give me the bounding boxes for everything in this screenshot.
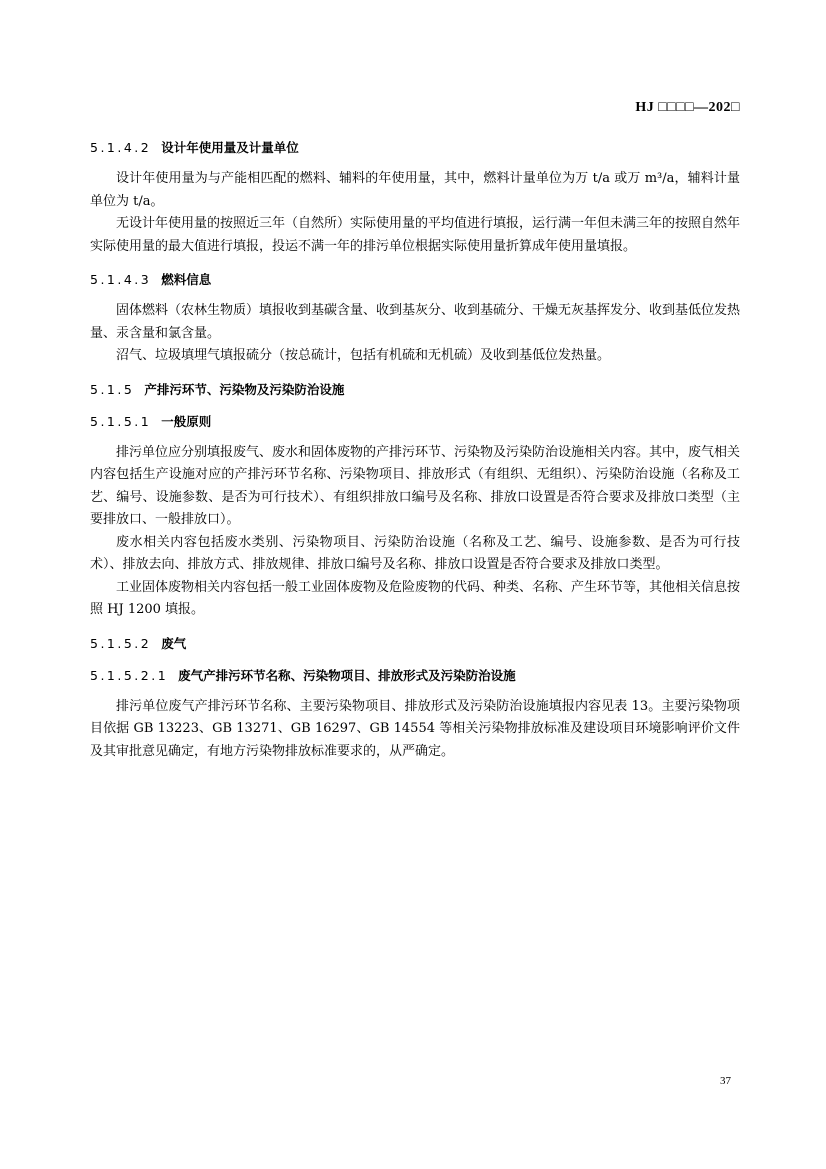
heading-title: 一般原则	[161, 413, 212, 429]
heading-title: 设计年使用量及计量单位	[161, 140, 299, 155]
document-body	[90, 138, 740, 763]
heading-title: 产排污环节、污染物及污染防治设施	[144, 381, 345, 397]
heading-title: 燃料信息	[161, 272, 212, 287]
heading-number: 5.1.5.1	[90, 413, 152, 429]
heading-title: 废气	[161, 635, 187, 651]
paragraph: 排污单位废气产排污环节名称、主要污染物项目、排放形式及污染防治设施填报内容见表 13。主要污染物项目依据 GB 13223、GB 13271、GB 16297、GB 14554 等相关污染物排放标准及建设项目环境影响评价文件及其审批意见确定，有地方污染物排放标准要求的，从严确定。	[90, 698, 740, 759]
paragraph: 工业固体废物相关内容包括一般工业固体废物及危险废物的代码、种类、名称、产生环节等，其他相关信息按照 HJ 1200 填报。	[90, 579, 741, 617]
heading-5-1-5-1	[90, 412, 740, 432]
document-code-header: HJ □□□□—202□	[635, 100, 740, 115]
paragraph: 设计年使用量为与产能相匹配的燃料、辅料的年使用量，其中，燃料计量单位为万 t/a 或万 m³/a，辅料计量单位为 t/a。	[90, 171, 740, 209]
paragraph: 无设计年使用量的按照近三年（自然所）实际使用量的平均值进行填报，运行满一年但未满三年的按照自然年实际使用量的最大值进行填报，投运不满一年的排污单位根据实际使用量折算成年使用量填报。	[90, 216, 741, 254]
heading-number: 5.1.5	[90, 381, 135, 397]
page-number: 37	[720, 1075, 731, 1087]
heading-5-1-5	[90, 380, 740, 400]
paragraph: 固体燃料（农林生物质）填报收到基碳含量、收到基灰分、收到基硫分、干燥无灰基挥发分、收到基低位发热量、汞含量和氯含量。	[90, 303, 741, 341]
heading-number: 5.1.4.3	[90, 272, 152, 287]
heading-5-1-4-2	[90, 138, 740, 158]
heading-title: 废气产排污环节名称、污染物项目、排放形式及污染防治设施	[178, 667, 516, 683]
heading-number: 5.1.4.2	[90, 140, 152, 155]
heading-5-1-5-2	[90, 634, 740, 654]
heading-number: 5.1.5.2.1	[90, 667, 169, 683]
paragraph: 沼气、垃圾填埋气填报硫分（按总硫计，包括有机硫和无机硫）及收到基低位发热量。	[116, 348, 611, 363]
heading-5-1-4-3	[90, 270, 740, 290]
paragraph: 废水相关内容包括废水类别、污染物项目、污染防治设施（名称及工艺、编号、设施参数、是否为可行技术）、排放去向、排放方式、排放规律、排放口编号及名称、排放口设置是否符合要求及排放口类型。	[90, 534, 740, 572]
heading-5-1-5-2-1	[90, 666, 740, 686]
paragraph: 排污单位应分别填报废气、废水和固体废物的产排污环节、污染物及污染防治设施相关内容。其中，废气相关内容包括生产设施对应的产排污环节名称、污染物项目、排放形式（有组织、无组织）、污染防治设施（名称及工艺、编号、设施参数、是否为可行技术）、有组织排放口编号及名称、排放口设置是否符合要求及排放口类型（主要排放口、一般排放口）。	[90, 444, 741, 527]
heading-number: 5.1.5.2	[90, 635, 152, 651]
